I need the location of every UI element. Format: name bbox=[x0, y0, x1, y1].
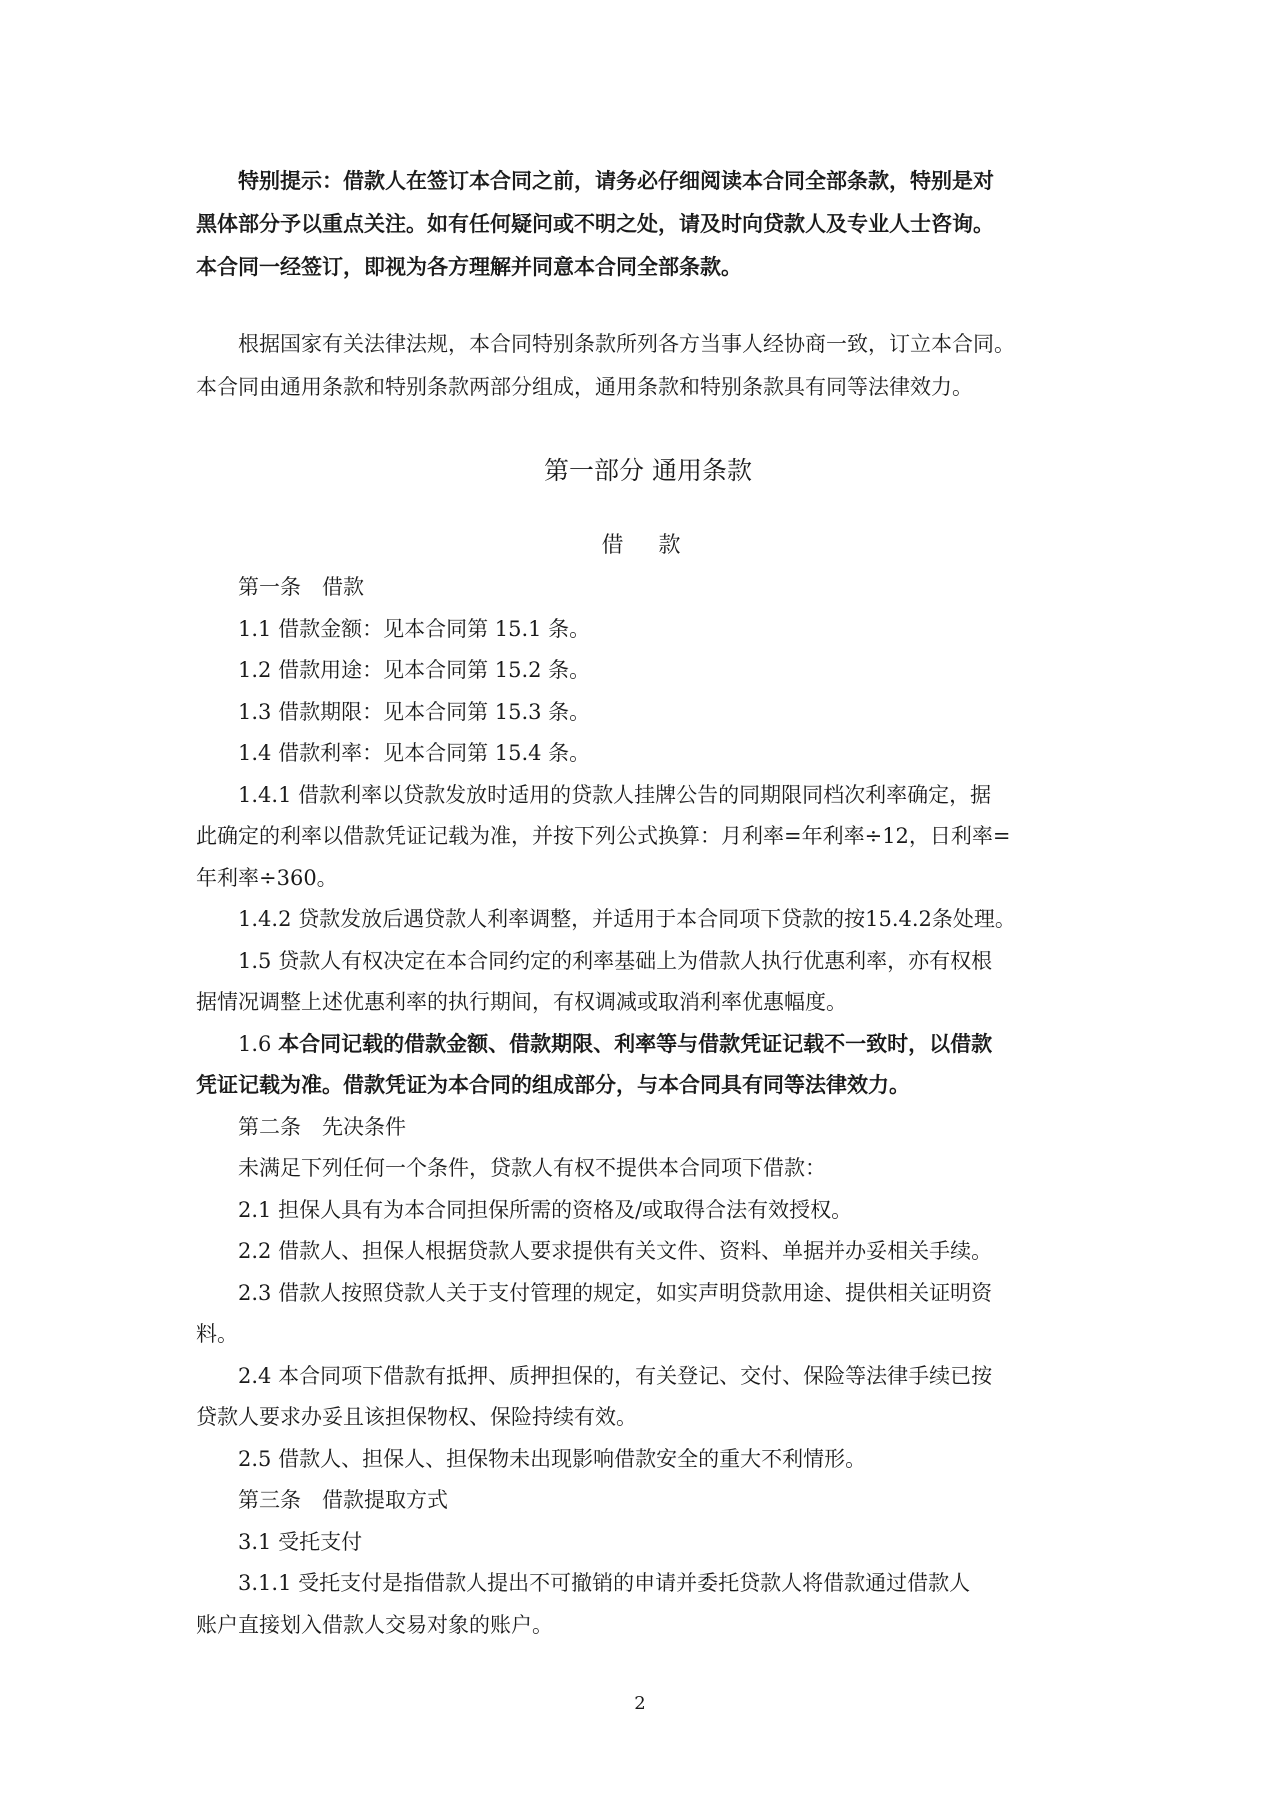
clause-3-1-1-cont: 账户直接划入借款人交易对象的账户。 bbox=[196, 1612, 553, 1637]
clause-1-1: 1.1 借款金额：见本合同第 15.1 条。 bbox=[238, 616, 591, 641]
preamble-line: 根据国家有关法律法规，本合同特别条款所列各方当事人经协商一致，订立本合同。 bbox=[238, 332, 1015, 356]
article-1-title: 第一条 借款 bbox=[238, 575, 364, 599]
clause-2-2: 2.2 借款人、担保人根据贷款人要求提供有关文件、资料、单据并办妥相关手续。 bbox=[238, 1239, 993, 1263]
article-2-title: 第二条 先决条件 bbox=[238, 1114, 406, 1139]
clause-1-2: 1.2 借款用途：见本合同第 15.2 条。 bbox=[238, 658, 591, 682]
clause-2-4: 2.4 本合同项下借款有抵押、质押担保的，有关登记、交付、保险等法律手续已按 bbox=[238, 1363, 993, 1388]
clause-2-5: 2.5 借款人、担保人、担保物未出现影响借款安全的重大不利情形。 bbox=[238, 1446, 867, 1471]
clause-1-4-2: 1.4.2 贷款发放后遇贷款人利率调整，并适用于本合同项下贷款的按15.4.2条处理。 bbox=[238, 907, 1016, 931]
part-title: 第一部分 通用条款 bbox=[544, 456, 752, 485]
clause-1-5: 1.5 贷款人有权决定在本合同约定的利率基础上为借款人执行优惠利率，亦有权根 bbox=[238, 948, 993, 973]
clause-1-6-bold-text: 凭证记载为准。借款凭证为本合同的组成部分，与本合同具有同等法律效力。 bbox=[196, 1073, 910, 1097]
notice-line: 黑体部分予以重点关注。如有任何疑问或不明之处，请及时向贷款人及专业人士咨询。 bbox=[196, 212, 994, 236]
clause-1-4-1: 1.4.1 借款利率以贷款发放时适用的贷款人挂牌公告的同期限同档次利率确定，据 bbox=[238, 782, 992, 807]
clause-2-3-cont: 料。 bbox=[196, 1322, 238, 1346]
page-content bbox=[196, 160, 1100, 1646]
special-notice bbox=[196, 160, 1100, 289]
clause-1-3: 1.3 借款期限：见本合同第 15.3 条。 bbox=[238, 699, 591, 724]
clause-1-4-1-cont: 此确定的利率以借款凭证记载为准，并按下列公式换算：月利率=年利率÷12，日利率= bbox=[196, 824, 1011, 848]
page-number: 2 bbox=[634, 1693, 646, 1714]
clause-2-4-cont: 贷款人要求办妥且该担保物权、保险持续有效。 bbox=[196, 1405, 637, 1429]
clause-1-6-bold-text: 本合同记载的借款金额、借款期限、利率等与借款凭证记载不一致时，以借款 bbox=[278, 1031, 993, 1056]
clause-1-6 bbox=[196, 1024, 1100, 1066]
preamble-line: 本合同由通用条款和特别条款两部分组成，通用条款和特别条款具有同等法律效力。 bbox=[196, 375, 973, 399]
clause-1-4: 1.4 借款利率：见本合同第 15.4 条。 bbox=[238, 741, 591, 765]
article-3-title: 第三条 借款提取方式 bbox=[238, 1488, 448, 1512]
clause-2-1: 2.1 担保人具有为本合同担保所需的资格及/或取得合法有效授权。 bbox=[238, 1197, 853, 1222]
article-2-intro: 未满足下列任何一个条件，贷款人有权不提供本合同项下借款： bbox=[238, 1156, 826, 1180]
clause-3-1-1: 3.1.1 受托支付是指借款人提出不可撤销的申请并委托贷款人将借款通过借款人 bbox=[238, 1571, 971, 1595]
clause-1-6-cont bbox=[196, 1065, 1100, 1107]
section-title: 借 款 bbox=[601, 533, 695, 558]
clause-3-1: 3.1 受托支付 bbox=[238, 1529, 363, 1554]
notice-line: 特别提示：借款人在签订本合同之前，请务必仔细阅读本合同全部条款，特别是对 bbox=[238, 169, 994, 193]
contract-body bbox=[196, 567, 1100, 1646]
clause-1-4-1-cont: 年利率÷360。 bbox=[196, 865, 338, 890]
clause-1-5-cont: 据情况调整上述优惠利率的执行期间，有权调减或取消利率优惠幅度。 bbox=[196, 990, 847, 1014]
notice-line: 本合同一经签订，即视为各方理解并同意本合同全部条款。 bbox=[196, 255, 742, 279]
clause-2-3: 2.3 借款人按照贷款人关于支付管理的规定，如实声明贷款用途、提供相关证明资 bbox=[238, 1280, 993, 1305]
clause-1-6-number: 1.6 bbox=[238, 1031, 279, 1056]
preamble bbox=[196, 323, 1100, 409]
